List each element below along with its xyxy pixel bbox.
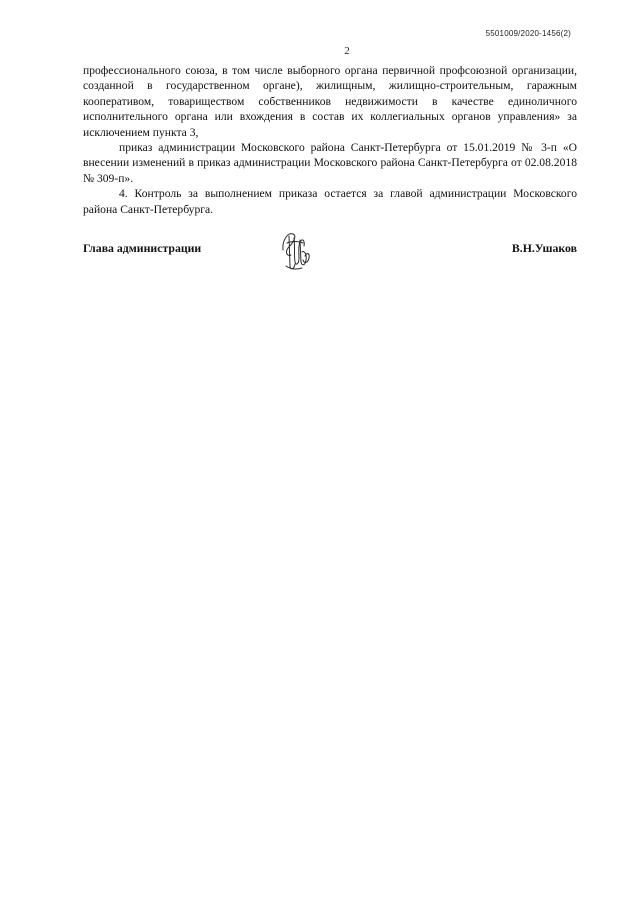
document-number: 5501009/2020-1456(2) [485, 29, 571, 38]
handwritten-signature-icon [276, 226, 316, 276]
signatory-name: В.Н.Ушаков [511, 241, 577, 255]
document-body [83, 63, 577, 217]
signature-block [83, 224, 577, 284]
paragraph-order-reference: приказ администрации Московского района Санкт-Петербурга от 15.01.2019 № 3-п «О внесении изменений в приказ администрации Московского района Санкт-Петербурга от 02.08.2018 № 309-п». [83, 141, 577, 185]
paragraph-control-clause: 4. Контроль за выполнением приказа остается за главой администрации Московского района Санкт-Петербурга. [83, 187, 577, 216]
paragraph-continuation: профессионального союза, в том числе выборного органа первичной профсоюзной организации, созданной в государственном органе), жилищным, жилищно-строительным, гаражным кооперативом, товариществом собственников недвижимости в качестве единоличного исполнительного органа или вхождения в состав их коллегиальных органов управления» за исключением пункта 3, [83, 64, 577, 139]
page-number: 2 [344, 45, 350, 57]
signatory-title: Глава администрации [83, 241, 202, 255]
